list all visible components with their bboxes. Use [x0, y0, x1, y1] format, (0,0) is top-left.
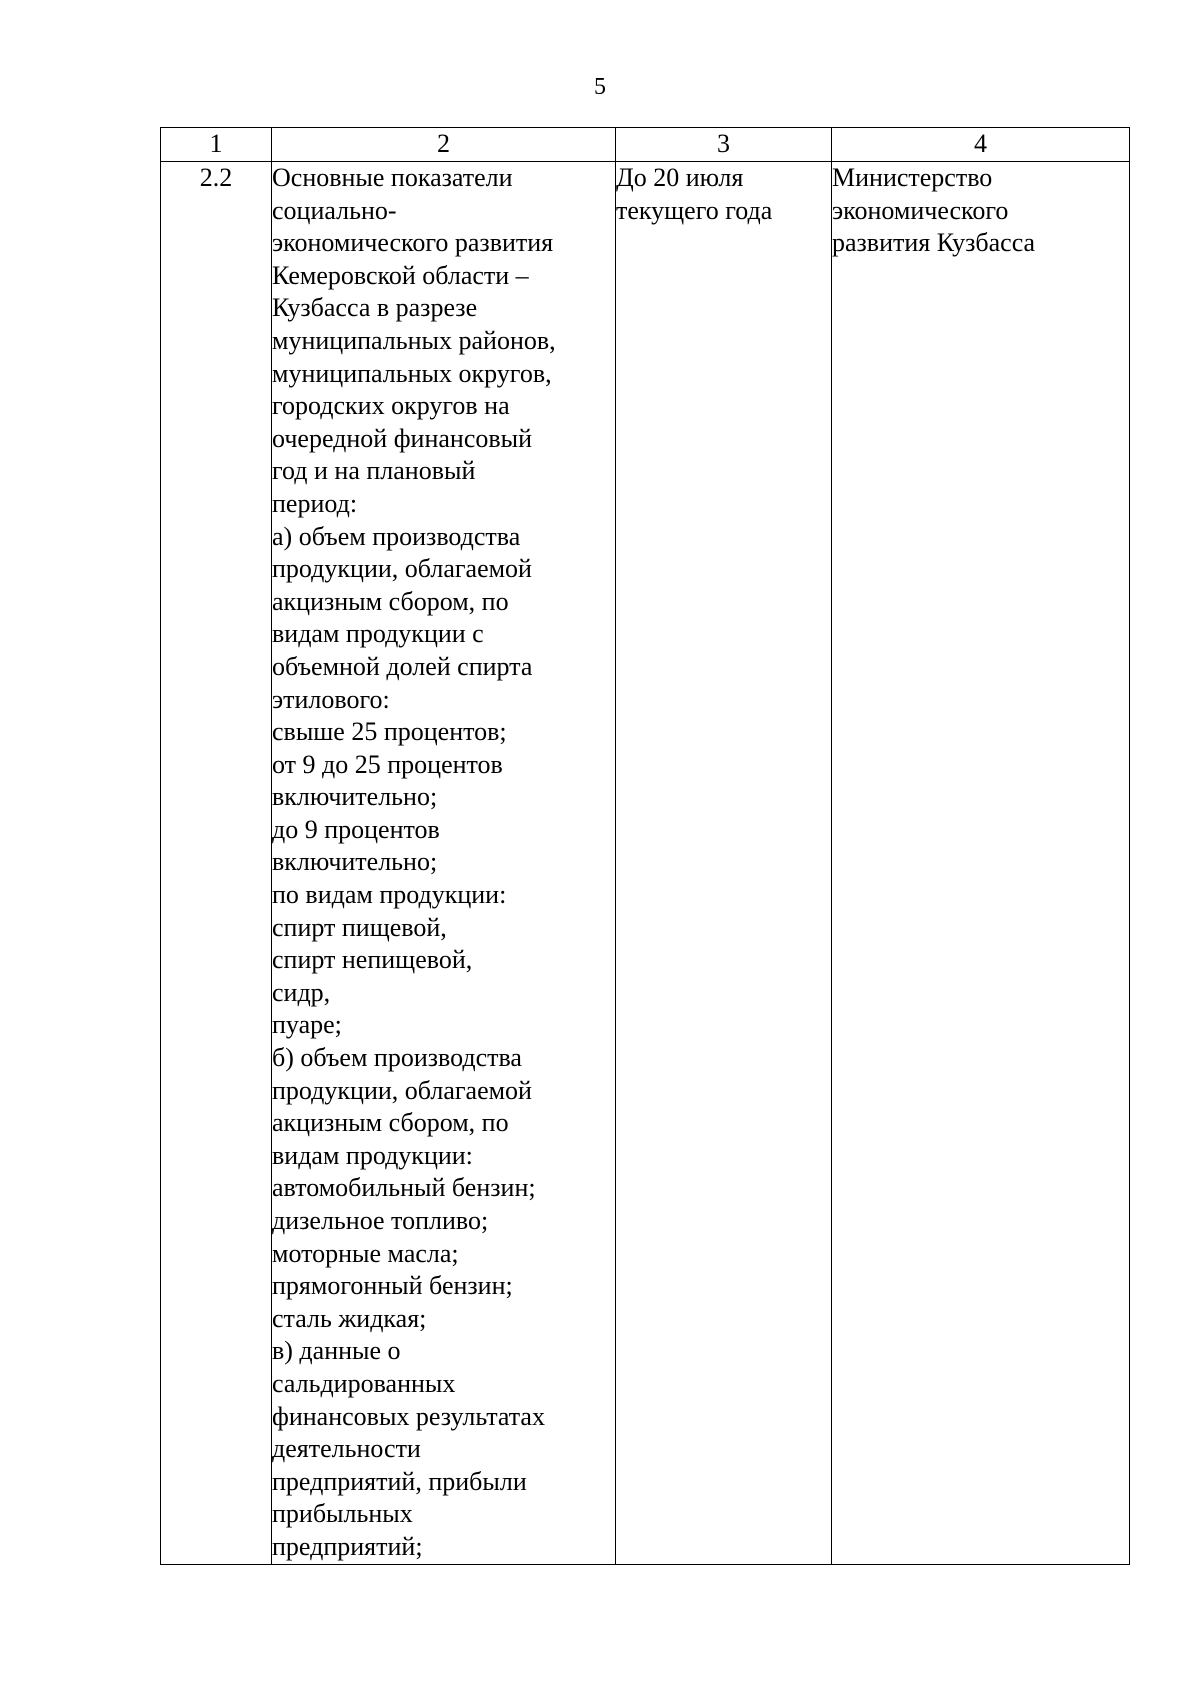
column-header-1: 1 — [161, 128, 272, 162]
cell-text-line: предприятий; — [272, 1531, 423, 1561]
table-row — [161, 162, 1130, 1565]
cell-text-line: объемной долей спирта — [272, 651, 533, 681]
cell-text-line: спирт пищевой, — [272, 912, 447, 942]
cell-text-line: финансовых результатах — [272, 1401, 545, 1431]
cell-text-line: пуаре; — [272, 1010, 342, 1040]
column-header-4: 4 — [832, 128, 1130, 162]
cell-text-line: в) данные о — [272, 1336, 401, 1366]
document-table — [160, 127, 1130, 1565]
cell-text-line: включительно; — [272, 782, 438, 812]
cell-text-line: автомобильный бензин; — [272, 1173, 536, 1203]
cell-text-line: по видам продукции: — [272, 880, 507, 910]
cell-text-line: акцизным сбором, по — [272, 1108, 509, 1138]
cell-text-line: акцизным сбором, по — [272, 586, 509, 616]
cell-text-line: включительно; — [272, 847, 438, 877]
cell-text-line: видам продукции: — [272, 1140, 473, 1170]
cell-text-line: деятельности — [272, 1434, 421, 1464]
cell-text-line: Кузбасса в разрезе — [272, 293, 478, 323]
cell-text-line: этилового: — [272, 684, 390, 714]
row-deadline — [616, 162, 832, 1565]
cell-text-line: до 9 процентов — [272, 814, 440, 844]
cell-text-line: Основные показатели — [272, 163, 513, 192]
table-header-row — [161, 128, 1130, 162]
cell-text-line: городских округов на — [272, 391, 510, 421]
cell-text-line: Кемеровской области – — [272, 260, 529, 290]
cell-text-line: а) объем производства — [272, 521, 521, 551]
cell-text-line: спирт непищевой, — [272, 945, 473, 975]
row-responsible — [832, 162, 1130, 1565]
cell-text-line: сидр, — [272, 977, 331, 1007]
cell-text-line: социально- — [272, 195, 397, 225]
row-number: 2.2 — [161, 162, 272, 1565]
cell-text-line: продукции, облагаемой — [272, 554, 532, 584]
cell-text-line: б) объем производства — [272, 1043, 522, 1073]
cell-text-line: экономического — [832, 195, 1009, 225]
column-header-2: 2 — [272, 128, 616, 162]
cell-text-line: развития Кузбасса — [832, 228, 1036, 258]
cell-text-line: год и на плановый — [272, 456, 476, 486]
cell-text-line: период: — [272, 488, 358, 518]
cell-text-line: экономического развития — [272, 228, 554, 258]
cell-text-line: очередной финансовый — [272, 423, 533, 453]
cell-text-line: сальдированных — [272, 1368, 456, 1398]
cell-text-line: муниципальных районов, — [272, 325, 556, 355]
cell-text-line: муниципальных округов, — [272, 358, 552, 388]
page-number: 5 — [594, 74, 606, 100]
cell-text-line: предприятий, прибыли — [272, 1466, 527, 1496]
cell-text-line: продукции, облагаемой — [272, 1075, 532, 1105]
cell-text-line: свыше 25 процентов; — [272, 717, 507, 747]
cell-text-line: видам продукции с — [272, 619, 484, 649]
cell-text-line: моторные масла; — [272, 1238, 459, 1268]
cell-text-line: текущего года — [616, 195, 773, 225]
cell-text-line: До 20 июля — [616, 163, 744, 192]
cell-text-line: дизельное топливо; — [272, 1206, 489, 1235]
cell-text-line: прямогонный бензин; — [272, 1271, 513, 1301]
row-description — [272, 162, 616, 1565]
cell-text-line: от 9 до 25 процентов — [272, 749, 503, 779]
cell-text-line: прибыльных — [272, 1499, 413, 1529]
column-header-3: 3 — [616, 128, 832, 162]
cell-text-line: сталь жидкая; — [272, 1303, 427, 1333]
cell-text-line: Министерство — [832, 163, 993, 192]
